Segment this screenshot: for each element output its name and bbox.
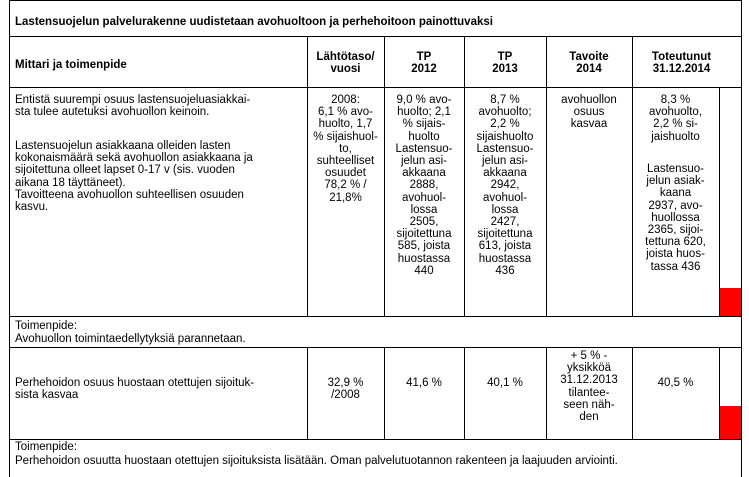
header-actual: Toteutunut 31.12.2014 xyxy=(651,51,712,76)
row2-target: + 5 % - yksikköä 31.12.2013 tilantee- seen näh- den xyxy=(560,350,618,424)
row1-status-indicator xyxy=(720,288,741,316)
action1-label: Toimenpide: xyxy=(15,320,78,332)
row1-tp2012: 9,0 % avo- huolto; 2,1 % sijais- huolto Lastensuo- jelun asi- akkaana 2888, avohuol- lossa 2505, sijoitettuna 585, joista huostassa 440 xyxy=(395,94,453,277)
action2-label: Toimenpide: xyxy=(15,441,78,453)
table-title: Lastensuojelun palvelurakenne uudistetaan avohuoltoon ja perhehoitoon painottuvaksi xyxy=(15,16,493,28)
row1-measure-detail: Lastensuojelun asiakkaana olleiden lasten kokonaismäärä sekä avohuollon asiakkaana ja sijoitettuna olleet lapset 0-17 v (sis. vuoden aikana 18 täyttäneet). Tavoitteena avohuollon suhteellisen osuuden kasvu. xyxy=(15,140,253,214)
row2-baseline: 32,9 % /2008 xyxy=(327,377,364,402)
row2-col-line-5 xyxy=(632,347,633,439)
row1-measure-text: Entistä suurempi osuus lastensuojeluasiakkai- sta tulee autetuksi avohuollon keinoin. xyxy=(15,94,251,119)
header-target: Tavoite 2014 xyxy=(569,51,609,76)
row2-col-line-3 xyxy=(464,347,465,439)
header-measure: Mittari ja toimenpide xyxy=(15,59,127,71)
row1-actual-detail: Lastensuo- jelun asiak- kaana 2937, avo- huollossa 2365, sijoi- tettuna 620, joista huos- tassa 436 xyxy=(645,163,706,273)
row1-tp2013: 8,7 % avohuolto; 2,2 % sijaishuolto Lastensuo- jelun asi- akkaana 2942, avohuol- lossa 2427, sijoitettuna 613, joista huostassa 436 xyxy=(476,94,534,277)
header-tp2012: TP 2012 xyxy=(411,51,437,76)
action2-text: Perhehoidon osuutta huostaan otettujen sijoituksista lisätään. Oman palvelutuotannon rakenteen ja laajuuden arviointi. xyxy=(15,455,618,467)
row1-actual-summary: 8,3 % avohuolto, 2,2 % si- jaishuolto xyxy=(648,94,703,143)
action1-text: Avohuollon toimintaedellytyksiä parannetaan. xyxy=(15,333,246,345)
col-line-4 xyxy=(546,36,547,316)
row2-actual: 40,5 % xyxy=(657,377,694,389)
row1-baseline: 2008: 6,1 % avo- huolto, 1,7 % sijaishuol- to, suhteelliset osuudet 78,2 % / 21,8% xyxy=(313,94,378,204)
row2-divider xyxy=(9,439,742,440)
header-tp2013: TP 2013 xyxy=(492,51,518,76)
col-line-6 xyxy=(719,87,720,316)
row1-target: avohuollon osuus kasvaa xyxy=(561,94,617,131)
header-baseline: Lähtötaso/ vuosi xyxy=(316,51,375,76)
row2-measure: Perhehoidon osuus huostaan otettujen sijoituk- sista kasvaa xyxy=(15,377,255,402)
row2-status-indicator xyxy=(720,406,741,439)
row2-tp2012: 41,6 % xyxy=(406,377,442,389)
row2-col-line-2 xyxy=(384,347,385,439)
row1-divider xyxy=(9,316,742,317)
row2-tp2013: 40,1 % xyxy=(487,377,523,389)
